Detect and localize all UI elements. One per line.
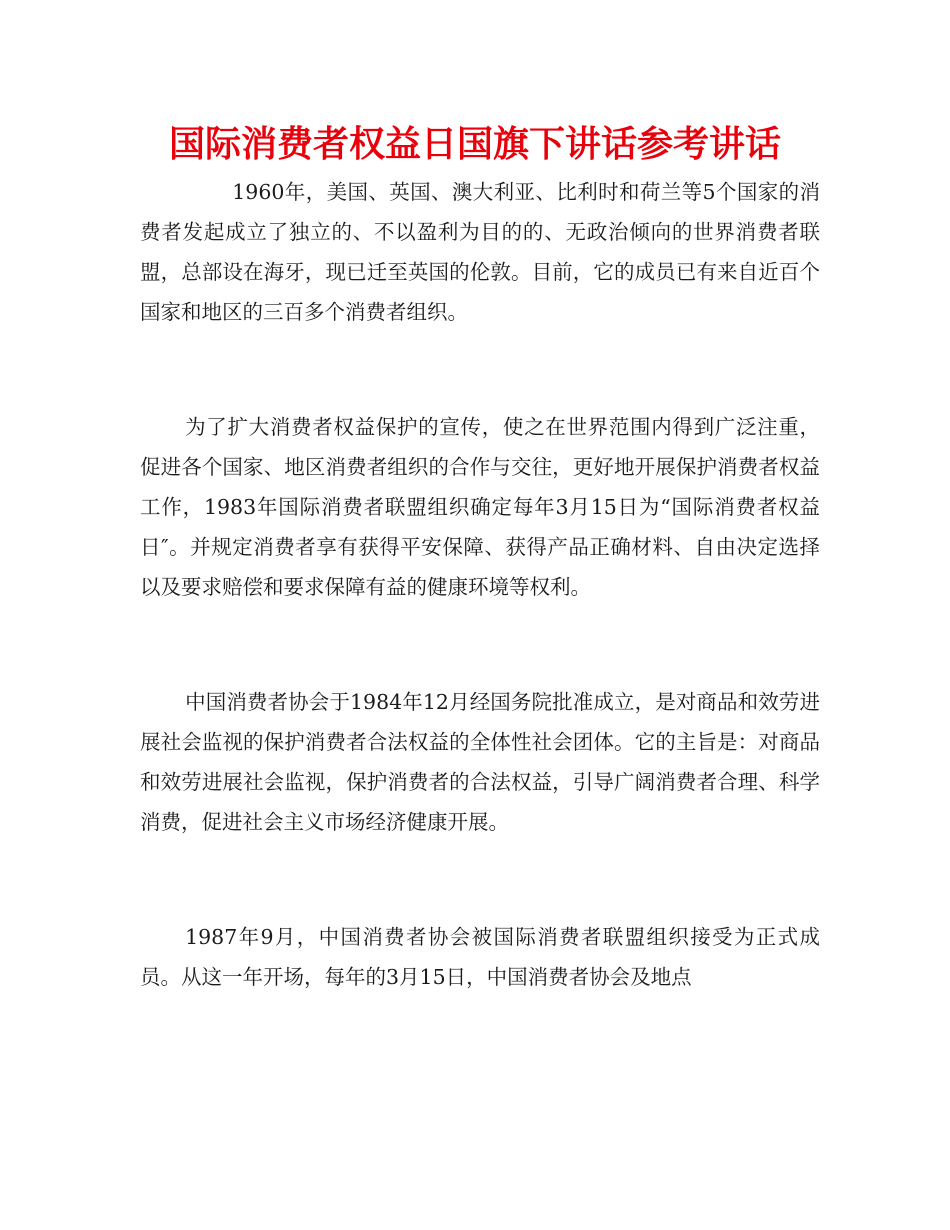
document-body — [140, 172, 820, 997]
paragraph-1: 1960年，美国、英国、澳大利亚、比利时和荷兰等5个国家的消费者发起成立了独立的、不以盈利为目的的、无政治倾向的世界消费者联盟，总部设在海牙，现已迁至英国的伦敦。目前，它的成员已有来自近百个国家和地区的三百多个消费者组织。 — [140, 180, 820, 324]
paragraph-3: 中国消费者协会于1984年12月经国务院批准成立，是对商品和效劳进展社会监视的保护消费者合法权益的全体性社会团体。它的主旨是：对商品和效劳进展社会监视，保护消费者的合法权益，引导广阔消费者合理、科学消费，促进社会主义市场经济健康开展。 — [140, 690, 820, 834]
paragraph-4: 1987年9月，中国消费者协会被国际消费者联盟组织接受为正式成员。从这一年开场，每年的3月15日，中国消费者协会及地点 — [140, 925, 820, 989]
paragraph-2: 为了扩大消费者权益保护的宣传，使之在世界范围内得到广泛注重，促进各个国家、地区消费者组织的合作与交往，更好地开展保护消费者权益工作，1983年国际消费者联盟组织确定每年3月15日为“国际消费者权益日″。并规定消费者享有获得平安保障、获得产品正确材料、自由决定选择以及要求赔偿和要求保障有益的健康环境等权利。 — [140, 415, 820, 599]
document-title: 国际消费者权益日国旗下讲话参考讲话 — [168, 124, 781, 165]
